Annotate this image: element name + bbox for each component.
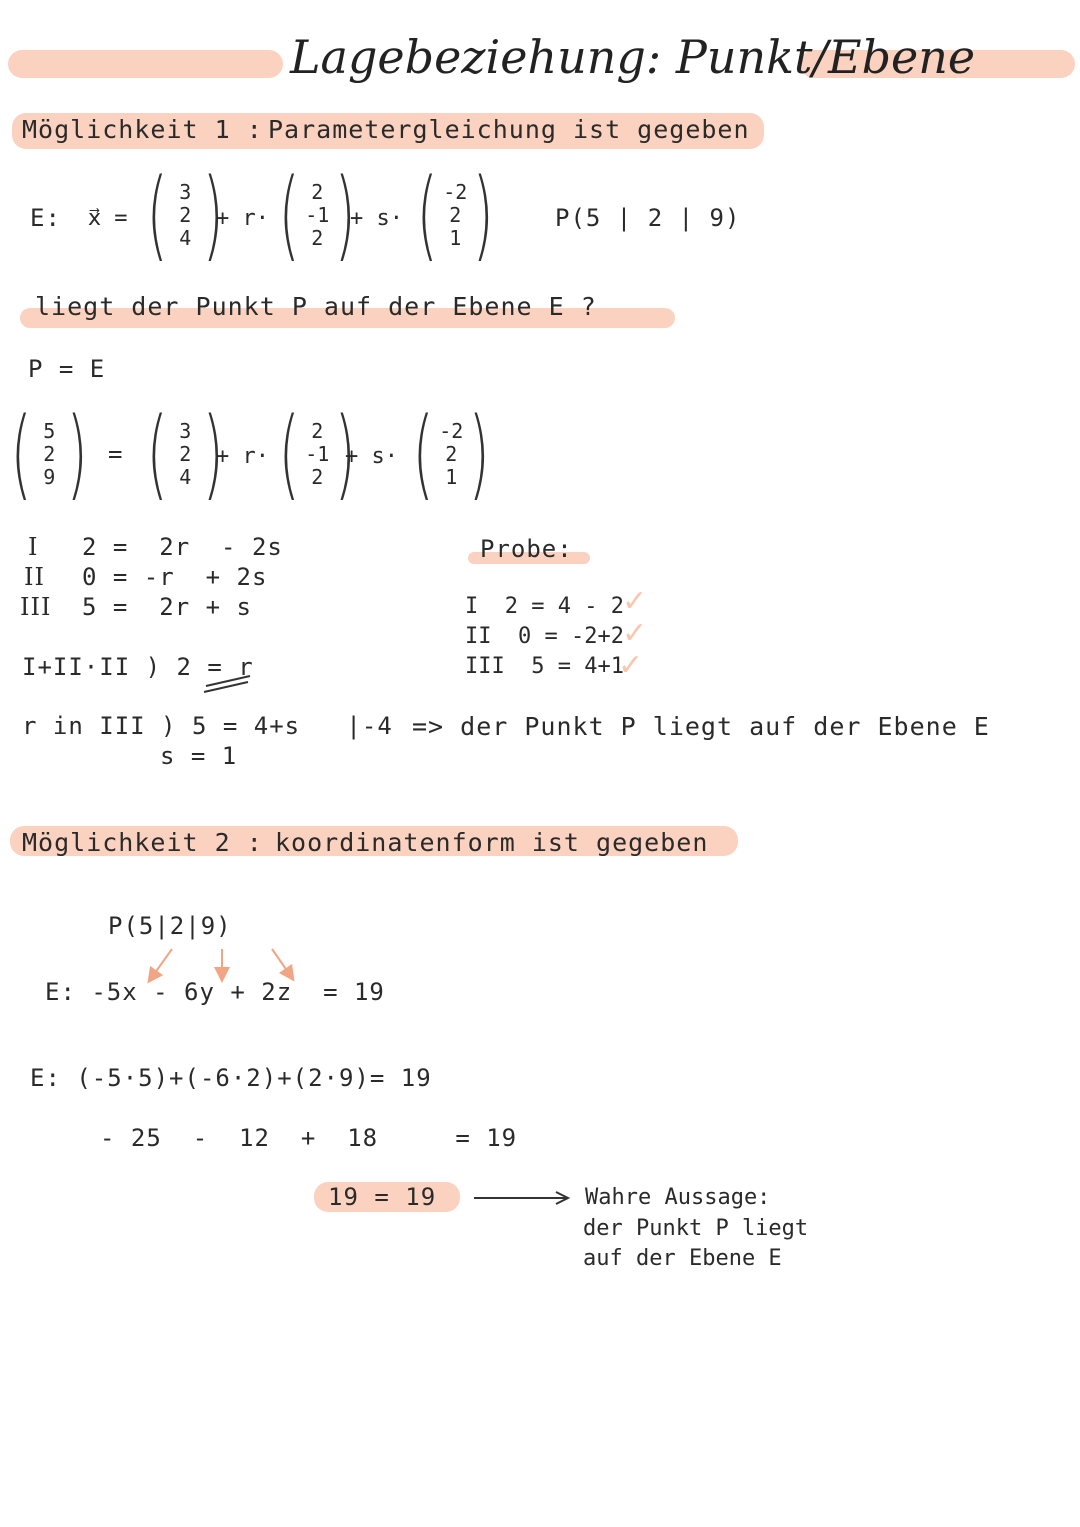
conclusion-1: => der Punkt P liegt auf der Ebene E [412,712,990,741]
plus-s: + s· [350,206,403,231]
support-vector-2: ( 3 2 4 ) [146,397,224,511]
p-vector: ( 5 2 9 ) [10,397,88,511]
check-icon: ✓ [618,648,644,683]
p-vec-x: 5 [43,418,56,443]
plus-r: + r· [216,206,269,231]
support-vector: ( 3 2 4 ) [146,158,224,272]
support-z: 4 [179,225,192,250]
support2-z: 4 [179,464,192,489]
vector-equals: = [108,440,124,468]
point-p-2: P(5|2|9) [108,912,232,940]
plus-s-2: + s· [345,444,398,469]
dir2-y: 2 [449,202,462,227]
direction-vector-1b: ( 2 -1 2 ) [278,397,356,511]
system-num-1: I [28,533,39,561]
support-y: 2 [179,202,192,227]
r-underline [200,672,260,694]
system-num-3: III [20,593,52,621]
s-value: s = 1 [160,742,238,770]
statement-line-2: auf der Ebene E [583,1246,782,1271]
section1-heading-text: Parametergleichung ist gegeben [268,115,750,144]
x-vector-label: x⃗ = [88,206,128,231]
dir2-z: 1 [449,225,462,250]
dir1b-x: 2 [311,418,324,443]
support2-y: 2 [179,441,192,466]
system-num-2: II [24,563,45,591]
check-icon: ✓ [622,584,648,619]
direction-vector-2b: ( -2 2 1 ) [412,397,490,511]
system-eq-1: 2 = 2r - 2s [82,533,283,561]
title-bar-left [8,50,283,78]
dir2-x: -2 [443,179,468,204]
p-vec-z: 9 [43,464,56,489]
dir1b-z: 2 [311,464,324,489]
section1-heading-label: Möglichkeit 1 : [22,115,263,144]
result-equation: 19 = 19 [328,1183,437,1211]
question-text: liegt der Punkt P auf der Ebene E ? [35,292,597,321]
dir2b-z: 1 [445,464,458,489]
dir2b-x: -2 [439,418,464,443]
page-title: Lagebeziehung: Punkt/Ebene [290,30,976,84]
p-equals-e: P = E [28,355,106,383]
statement-title: Wahre Aussage: [585,1185,771,1210]
p-vec-y: 2 [43,441,56,466]
probe-line-1: I 2 = 4 - 2 [465,594,624,619]
probe-line-2: II 0 = -2+2 [465,624,624,649]
direction-vector-2: ( -2 2 1 ) [416,158,494,272]
dir2b-y: 2 [445,441,458,466]
check-icon: ✓ [622,616,648,651]
combine-step: I+II·II ) 2 = r [22,653,254,681]
coordinate-equation: E: -5x - 6y + 2z = 19 [45,978,385,1006]
statement-line-1: der Punkt P liegt [583,1216,809,1241]
r-in-step: r in III ) 5 = 4+s |-4 [22,712,393,740]
system-eq-3: 5 = 2r + s [82,593,252,621]
dir1-x: 2 [311,179,324,204]
dir1b-y: -1 [305,441,330,466]
dir1-z: 2 [311,225,324,250]
section2-heading-text: koordinatenform ist gegeben [275,828,709,857]
support-x: 3 [179,179,192,204]
system-eq-2: 0 = -r + 2s [82,563,268,591]
plane-eq-prefix: E: [30,204,61,232]
calculation-line: - 25 - 12 + 18 = 19 [100,1124,518,1152]
result-arrow-icon [472,1188,572,1208]
probe-line-3: III 5 = 4+1 [465,654,624,679]
substitution-line: E: (-5·5)+(-6·2)+(2·9)= 19 [30,1064,432,1092]
dir1-y: -1 [305,202,330,227]
support2-x: 3 [179,418,192,443]
plus-r-2: + r· [216,444,269,469]
point-p: P(5 | 2 | 9) [555,204,741,232]
probe-label: Probe: [480,535,573,563]
direction-vector-1: ( 2 -1 2 ) [278,158,356,272]
section2-heading-label: Möglichkeit 2 : [22,828,263,857]
